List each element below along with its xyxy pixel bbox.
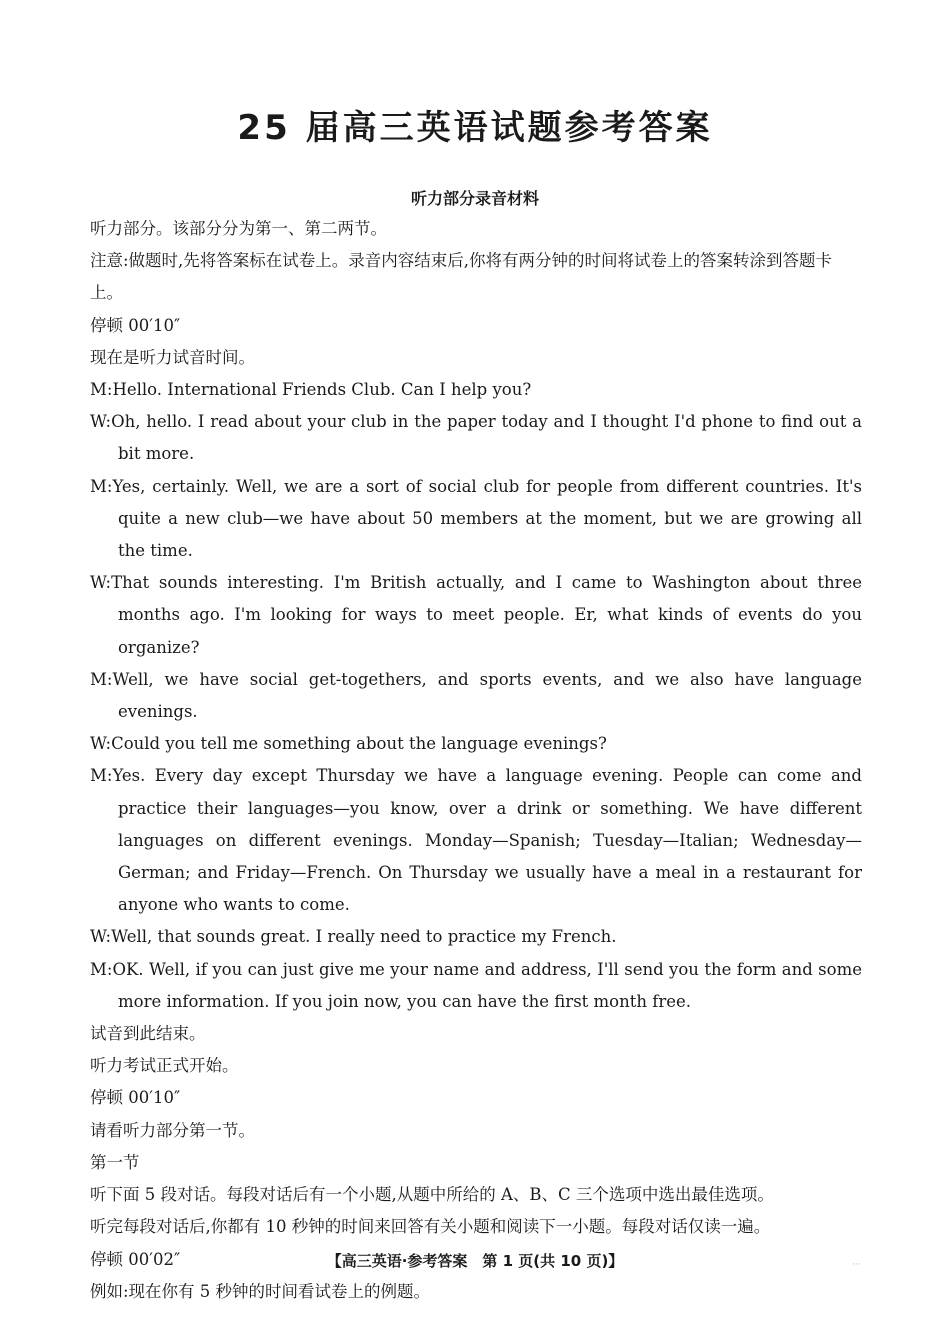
dialogue-line: W:Oh, hello. I read about your club in the paper today and I thought I'd phone to find out a bit more.	[90, 412, 862, 464]
instruction-line: 听完每段对话后,你都有 10 秒钟的时间来回答有关小题和阅读下一小题。每段对话仅读一遍。	[90, 1217, 771, 1237]
corner-mark-icon: ···	[852, 1260, 861, 1270]
page-title: 25 届高三英语试题参考答案	[237, 108, 713, 148]
pause-line: 停顿 00′10″	[90, 1088, 181, 1108]
notice-paragraph: 注意:做题时,先将答案标在试卷上。录音内容结束后,你将有两分钟的时间将试卷上的答案转涂到答题卡上。	[90, 251, 833, 303]
section-heading: 第一节	[90, 1152, 140, 1172]
dialogue-line: W:That sounds interesting. I'm British actually, and I came to Washington about three months ago. I'm looking for ways to meet people. Er, what kinds of events do you organize?	[90, 573, 862, 657]
exam-start-line: 听力考试正式开始。	[90, 1056, 239, 1076]
trial-end-line: 试音到此结束。	[90, 1024, 206, 1044]
pause-line: 停顿 00′02″	[90, 1249, 181, 1269]
dialogue-line: M:Yes, certainly. Well, we are a sort of social club for people from different countries. It's quite a new club—we have about 50 members at the moment, but we are growing all the time.	[90, 476, 862, 561]
transcript-body	[90, 213, 862, 1308]
dialogue-line: W:Could you tell me something about the language evenings?	[90, 734, 607, 754]
intro-line: 听力部分。该部分分为第一、第二两节。	[90, 219, 387, 238]
dialogue-line: W:Well, that sounds great. I really need to practice my French.	[90, 927, 617, 947]
dialogue-line: M:OK. Well, if you can just give me your name and address, I'll send you the form and some more information. If you join now, you can have the first month free.	[90, 959, 862, 1011]
pause-line: 停顿 00′10″	[90, 315, 181, 335]
dialogue-line: M:Hello. International Friends Club. Can I help you?	[90, 380, 532, 400]
example-line: 例如:现在你有 5 秒钟的时间看试卷上的例题。	[90, 1281, 431, 1301]
section-subtitle: 听力部分录音材料	[410, 189, 539, 208]
instruction-line: 听下面 5 段对话。每段对话后有一个小题,从题中所给的 A、B、C 三个选项中选出最佳选项。	[90, 1185, 774, 1205]
dialogue-line: M:Well, we have social get-togethers, and sports events, and we also have language evenings.	[90, 669, 862, 722]
section-instruction-line: 请看听力部分第一节。	[90, 1120, 255, 1140]
page-footer: 【高三英语·参考答案 第 1 页(共 10 页)】	[326, 1252, 624, 1270]
dialogue-line: M:Yes. Every day except Thursday we have a language evening. People can come and practice their languages—you know, over a drink or something. We have different languages on different evenings. Monday—Spanish; Tuesday—Italian; Wednesday—German; and Friday—French. On Thursday we usually have a meal in a restaurant for anyone who wants to come.	[90, 766, 862, 915]
trial-start-line: 现在是听力试音时间。	[90, 347, 255, 367]
